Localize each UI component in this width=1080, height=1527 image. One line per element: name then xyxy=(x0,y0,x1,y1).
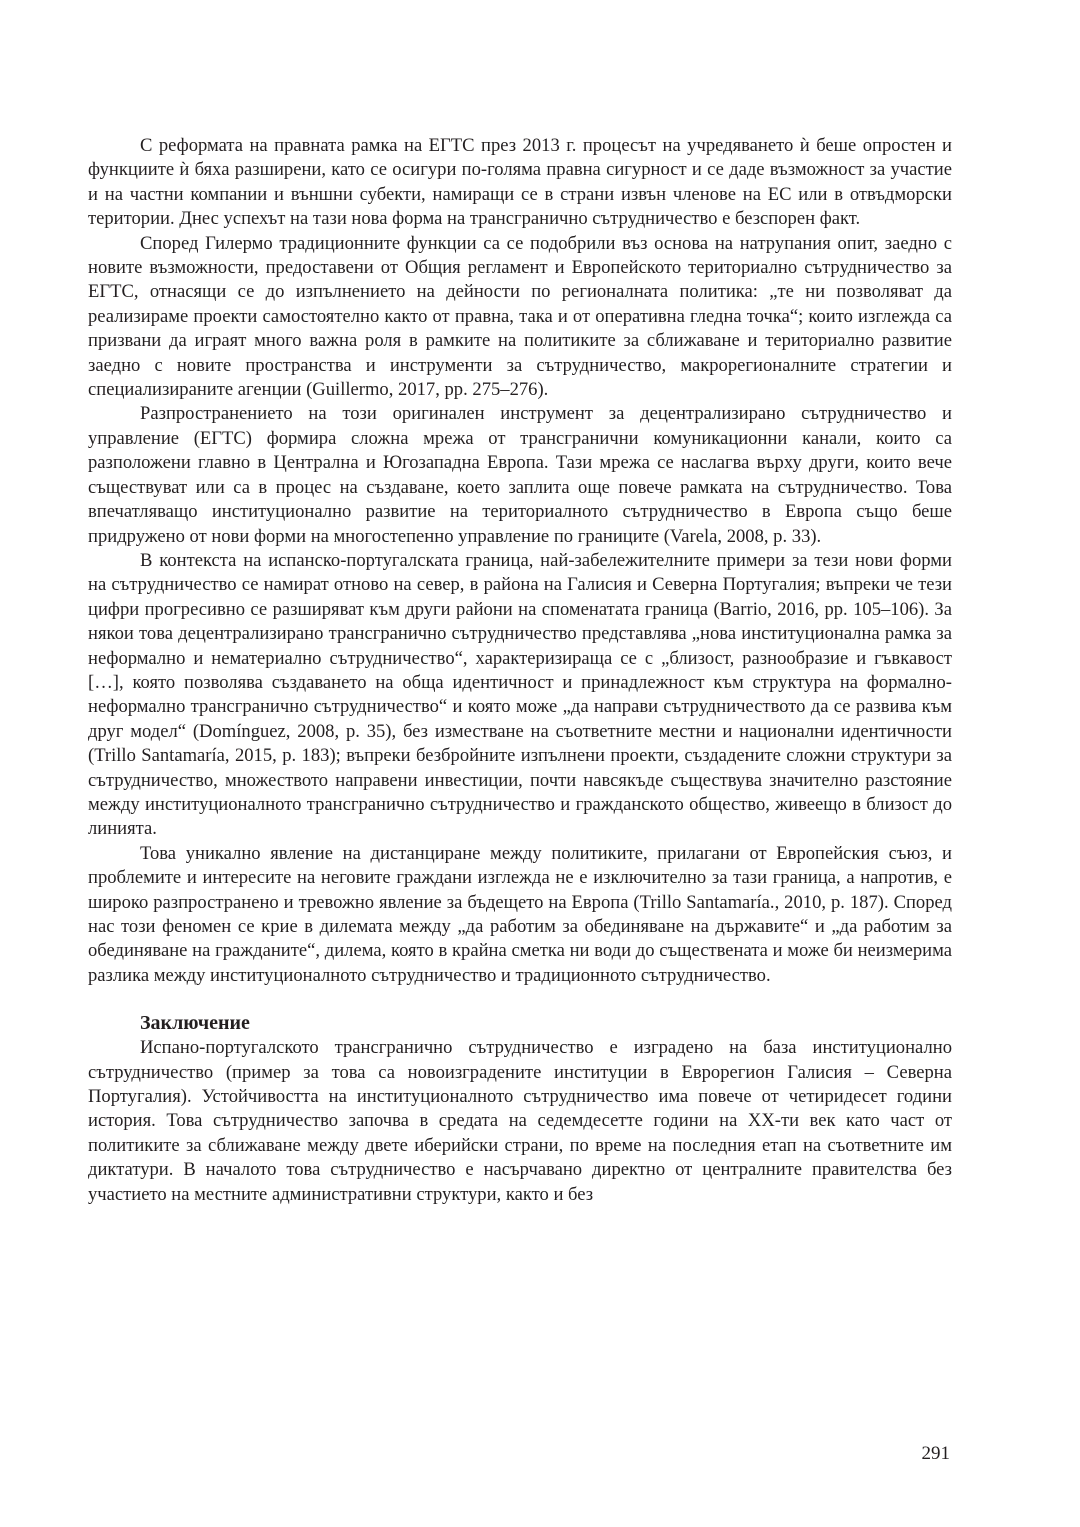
paragraph-guillermo-functions: Според Гилермо традиционните функции са се подобрили въз основа на натрупания опит, заедно с новите възможности, предоставени от Общия регламент и Европейското териториално сътрудничество за ЕГТС, отнасящи се до изпълнението на дейности по регионалната политика: „те ни позволяват да реализираме проекти самостоятелно както от правна, така и от оперативна гледна точка“; които изглежда са призвани да играят много важна роля в рамките на политиките за сближаване и териториално развитие заедно с новите пространства и инструменти за сътрудничество, макрорегионалните стратегии и специализираните агенции (Guillermo, 2017, pp. 275–276). xyxy=(88,232,952,401)
paragraph-egts-network: Разпространението на този оригинален инструмент за децентрализирано сътрудничество и управление (ЕГТС) формира сложна мрежа от трансгранични комуникационни канали, които са разположени главно в Централна и Югозападна Европа. Тази мрежа се наслагва върху други, които вече съществуват или са в процес на създаване, което заплита още повече рамката на сътрудничество. Това впечатляващо институционално развитие на териториалното сътрудничество в Европа също беше придружено от нови форми на многостепенно управление по границите (Varela, 2008, p. 33). xyxy=(88,403,952,547)
paragraph-distancing-phenomenon: Това уникално явление на дистанциране между политиките, прилагани от Европейския съюз, и проблемите и интересите на неговите граждани изглежда не е изключително за тази граница, а напротив, е широко разпространено и тревожно явление за бъдещето на Европа (Trillo Santamaría., 2010, p. 187). Според нас този феномен се крие в дилемата между „да работим за обединяване на държавите“ и „да работим за обединяване на гражданите“, дилема, която в крайна сметка ни води до съществената и може би неизмерима разлика между институционалното сътрудничество и традиционното сътрудничество. xyxy=(88,842,952,986)
page-body xyxy=(88,134,952,1207)
conclusion-heading: Заключение xyxy=(140,1012,250,1035)
paragraph-spanish-portuguese-border: В контекста на испанско-португалската граница, най-забележителните примери за тези нови форми на сътрудничество се намират отново на север, в района на Галисия и Северна Португалия; въпреки че тези цифри прогресивно се разширяват към други райони на споменатата граница (Barrio, 2016, pp. 105–106). За някои това децентрализирано трансгранично сътрудничество представлява „нова институционална рамка за неформално и нематериално сътрудничество“, характеризираща се с „близост, разнообразие и гъвкавост […], която позволява създаването на обща идентичност и принадлежност към структура на формално-неформално трансгранично сътрудничество“ и която може „да направи сътрудничеството да се развива към друг модел“ (Domínguez, 2008, p. 35), без изместване на съответните местни и национални идентичности (Trillo Santamaría, 2015, p. 183); въпреки безбройните изпълнени проекти, създадените сложни структури за сътрудничество, множеството направени инвестиции, почти навсякъде съществува значително разстояние между институционалното трансгранично сътрудничество и гражданското общество, живеещо в близост до линията. xyxy=(88,549,952,840)
paragraph-egts-reform: С реформата на правната рамка на ЕГТС през 2013 г. процесът на учредяването ѝ беше опростен и функциите ѝ бяха разширени, като се осигури по-голяма правна сигурност и се даде възможност за участие и на частни компании и външни субекти, намиращи се в страни извън членове на ЕС или в отвъдморски територии. Днес успехът на тази нова форма на трансгранично сътрудничество е безспорен факт. xyxy=(88,135,952,230)
paragraph-conclusion: Испано-португалското трансгранично сътрудничество е изградено на база институционално сътрудничество (пример за това са новоизградените институции в Еврорегион Галисия – Северна Португалия). Устойчивостта на институционалното сътрудничество има повече от четиридесет години история. Това сътрудничество започва в средата на седемдесетте години на ХХ-ти век като част от политиките за сближаване между двете иберийски страни, по време на последния етап на съответните им диктатури. В началото това сътрудничество е насърчавано директно от централните правителства без участието на местните административни структури, както и без xyxy=(88,1037,952,1205)
page-number: 291 xyxy=(921,1443,950,1464)
